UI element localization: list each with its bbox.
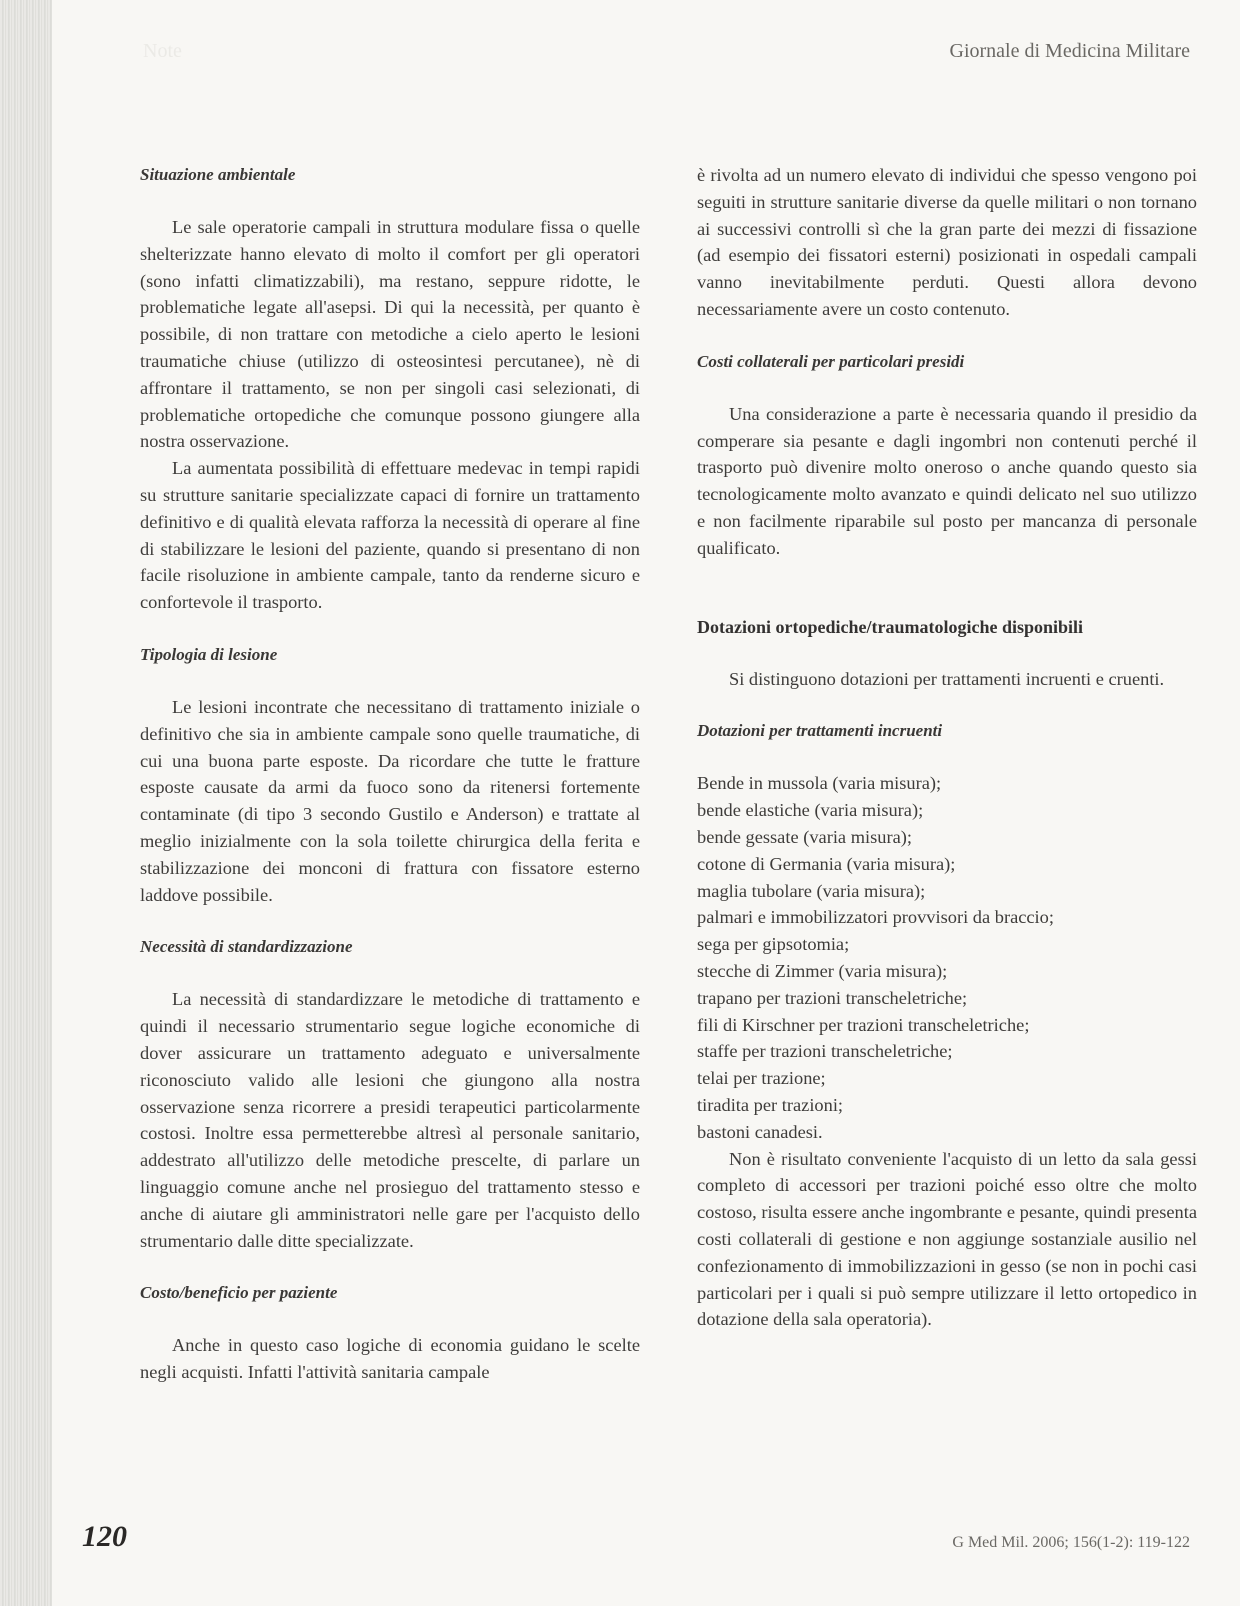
page-binding-edge bbox=[0, 0, 52, 1606]
paragraph: Le sale operatorie campali in struttura modulare fissa o quelle shelterizzate hanno elevato di molto il comfort per gli operatori (sono infatti climatizzabili), ma restano, seppure ridotte, le problematiche legate all'asepsi. Di qui la necessità, per quanto è possibile, di non trattare con metodiche a cielo aperto le lesioni traumatiche chiuse (utilizzo di osteosintesi percutanee), nè di affrontare il trattamento, se non per singoli casi selezionati, di problematiche ortopediche che comunque possono giungere alla nostra osservazione. bbox=[140, 217, 640, 452]
section-title-tipologia-di-lesione: Tipologia di lesione bbox=[140, 644, 278, 664]
section-title-dotazioni-incruenti: Dotazioni per trattamenti incruenti bbox=[697, 721, 943, 741]
list-item: cotone di Germania (varia misura); bbox=[697, 853, 956, 874]
section-title-necessita-di-standardizzazione: Necessità di standardizzazione bbox=[140, 937, 353, 957]
list-item: trapano per trazioni transcheletriche; bbox=[697, 987, 968, 1008]
faint-section-label: Note bbox=[143, 40, 182, 62]
paragraph: Si distinguono dotazioni per trattamenti incruenti e cruenti. bbox=[729, 668, 1165, 689]
list-item: staffe per trazioni transcheletriche; bbox=[697, 1041, 953, 1062]
list-item: telai per trazione; bbox=[697, 1068, 826, 1089]
paragraph: Le lesioni incontrate che necessitano di trattamento iniziale o definitivo che sia in ambiente campale sono quelle traumatiche, di cui una buona parte esposte. Da ricordare che tutte le fratture esposte causate da armi da fuoco sono da ritenersi fortemente contaminate (di tipo 3 secondo Gustilo e Anderson) e trattate al meglio inizialmente con la sola toilette chirurgica della ferita e stabilizzazione dei monconi di frattura con fissatore esterno laddove possibile. bbox=[140, 696, 640, 905]
equipment-list bbox=[697, 770, 1197, 1145]
paragraph: Anche in questo caso logiche di economia guidano le scelte negli acquisti. Infatti l'attività sanitaria campale bbox=[140, 1335, 640, 1383]
list-item: tiradita per trazioni; bbox=[697, 1094, 844, 1115]
section-title-situazione-ambientale: Situazione ambientale bbox=[140, 165, 296, 184]
section-title-costi-collaterali: Costi collaterali per particolari presidi bbox=[697, 351, 965, 371]
list-item: Bende in mussola (varia misura); bbox=[697, 773, 942, 794]
list-item: sega per gipsotomia; bbox=[697, 934, 850, 955]
list-item: bende gessate (varia misura); bbox=[697, 826, 912, 847]
paragraph: La necessità di standardizzare le metodiche di trattamento e quindi il necessario strumentario segue logiche economiche di dover assicurare un trattamento adeguato e universalmente riconosciuto valido alle lesioni che giungono alla nostra osservazione senza ricorrere a presidi terapeutici particolarmente costosi. Inoltre essa permetterebbe altresì al personale sanitario, addestrato all'utilizzo delle metodiche prescelte, di parlare un linguaggio comune anche nel prosieguo del trattamento stesso e anche di aiutare gli amministratori nelle gare per l'acquisto dello strumentario dalle ditte specializzate. bbox=[140, 989, 640, 1251]
right-column bbox=[697, 162, 1197, 1333]
list-item: palmari e immobilizzatori provvisori da braccio; bbox=[697, 907, 1054, 928]
left-column bbox=[140, 162, 640, 1386]
list-item: maglia tubolare (varia misura); bbox=[697, 880, 926, 901]
section-title-costo-beneficio: Costo/beneficio per paziente bbox=[140, 1283, 338, 1303]
citation: G Med Mil. 2006; 156(1-2): 119-122 bbox=[952, 1534, 1190, 1551]
list-item: fili di Kirschner per trazioni transcheletriche; bbox=[697, 1014, 1030, 1035]
paragraph: Non è risultato conveniente l'acquisto di un letto da sala gessi completo di accessori per trazioni poiché esso oltre che molto costoso, risulta essere anche ingombrante e pesante, quindi presenta costi collaterali di gestione e non aggiunge sostanziale ausilio nel confezionamento di immobilizzazioni in gesso (se non in pochi casi particolari per i quali si può sempre utilizzare il letto ortopedico in dotazione della sala operatoria). bbox=[697, 1148, 1197, 1330]
paragraph: Una considerazione a parte è necessaria quando il presidio da comperare sia pesante e dagli ingombri non contenuti perché il trasporto può divenire molto oneroso o anche quando questo sia tecnologicamente molto avanzato e quindi delicato nel suo utilizzo e non facilmente riparabile sul posto per mancanza di personale qualificato. bbox=[697, 403, 1197, 558]
paragraph: La aumentata possibilità di effettuare medevac in tempi rapidi su strutture sanitarie specializzate capaci di fornire un trattamento definitivo e di qualità elevata rafforza la necessità di operare al fine di stabilizzare le lesioni del paziente, quando si presentano di non facile risoluzione in ambiente campale, tanto da renderne sicuro e confortevole il trasporto. bbox=[140, 458, 640, 613]
page-number: 120 bbox=[82, 1520, 127, 1553]
paragraph: è rivolta ad un numero elevato di individui che spesso vengono poi seguiti in strutture sanitarie diverse da quelle militari o non tornano ai successivi controlli sì che la gran parte dei mezzi di fissazione (ad esempio dei fissatori esterni) posizionati in ospedali campali vanno inevitabilmente perduti. Questi allora devono necessariamente avere un costo contenuto. bbox=[697, 165, 1197, 319]
list-item: stecche di Zimmer (varia misura); bbox=[697, 960, 948, 981]
list-item: bastoni canadesi. bbox=[697, 1121, 823, 1142]
journal-title: Giornale di Medicina Militare bbox=[949, 40, 1190, 62]
list-item: bende elastiche (varia misura); bbox=[697, 800, 924, 821]
section-title-dotazioni-ortopediche: Dotazioni ortopediche/traumatologiche disponibili bbox=[697, 616, 1084, 637]
